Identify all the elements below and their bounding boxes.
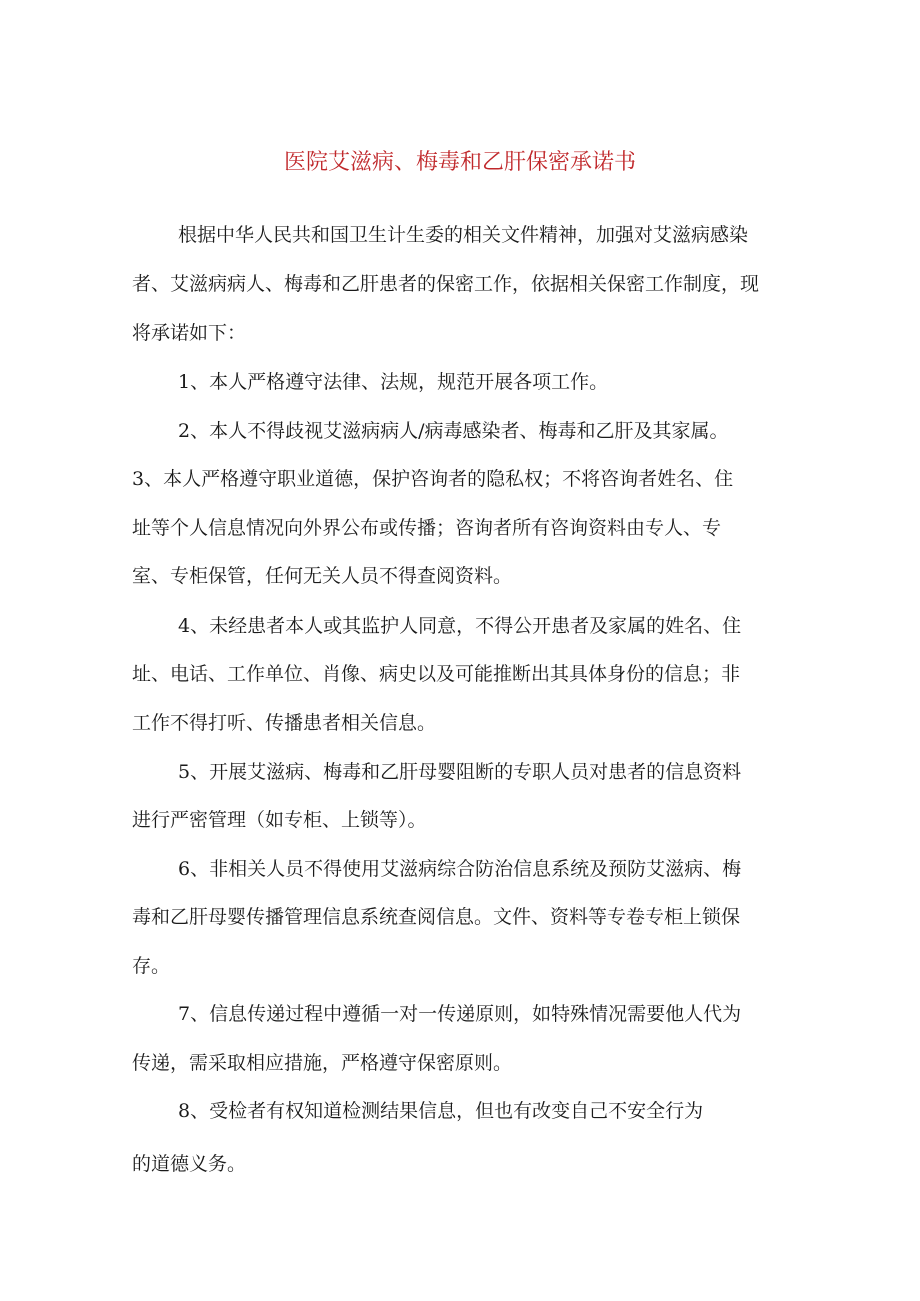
- body-line: 3、本人严格遵守职业道德，保护咨询者的隐私权；不将咨询者姓名、住: [132, 468, 734, 490]
- body-line: 将承诺如下：: [132, 322, 247, 344]
- body-line: 2、本人不得歧视艾滋病病人/病毒感染者、梅毒和乙肝及其家属。: [178, 420, 729, 442]
- body-line: 4、未经患者本人或其监护人同意，不得公开患者及家属的姓名、住: [178, 615, 742, 637]
- body-line: 进行严密管理（如专柜、上锁等）。: [132, 809, 427, 831]
- body-line: 1、本人严格遵守法律、法规，规范开展各项工作。: [178, 371, 609, 393]
- body-line: 者、艾滋病病人、梅毒和乙肝患者的保密工作，依据相关保密工作制度，现: [132, 273, 760, 295]
- body-line: 存。: [132, 955, 171, 977]
- body-line: 室、专柜保管，任何无关人员不得查阅资料。: [132, 565, 513, 587]
- body-line: 根据中华人民共和国卫生计生委的相关文件精神，加强对艾滋病感染: [178, 224, 749, 246]
- body-line: 毒和乙肝母婴传播管理信息系统查阅信息。文件、资料等专卷专柜上锁保: [132, 906, 741, 928]
- body-line: 8、受检者有权知道检测结果信息，但也有改变自己不安全行为: [178, 1100, 704, 1122]
- document-title: 医院艾滋病、梅毒和乙肝保密承诺书: [283, 150, 636, 175]
- body-line: 7、信息传递过程中遵循一对一传递原则，如特殊情况需要他人代为: [178, 1003, 742, 1025]
- body-line: 址等个人信息情况向外界公布或传播；咨询者所有咨询资料由专人、专: [132, 517, 722, 539]
- body-line: 传递，需采取相应措施，严格遵守保密原则。: [132, 1052, 513, 1074]
- body-line: 址、电话、工作单位、肖像、病史以及可能推断出其具体身份的信息；非: [132, 663, 741, 685]
- body-line: 5、开展艾滋病、梅毒和乙肝母婴阻断的专职人员对患者的信息资料: [178, 761, 742, 783]
- body-line: 的道德义务。: [132, 1153, 247, 1175]
- body-line: 6、非相关人员不得使用艾滋病综合防治信息系统及预防艾滋病、梅: [178, 858, 742, 880]
- body-line: 工作不得打听、传播患者相关信息。: [132, 712, 437, 734]
